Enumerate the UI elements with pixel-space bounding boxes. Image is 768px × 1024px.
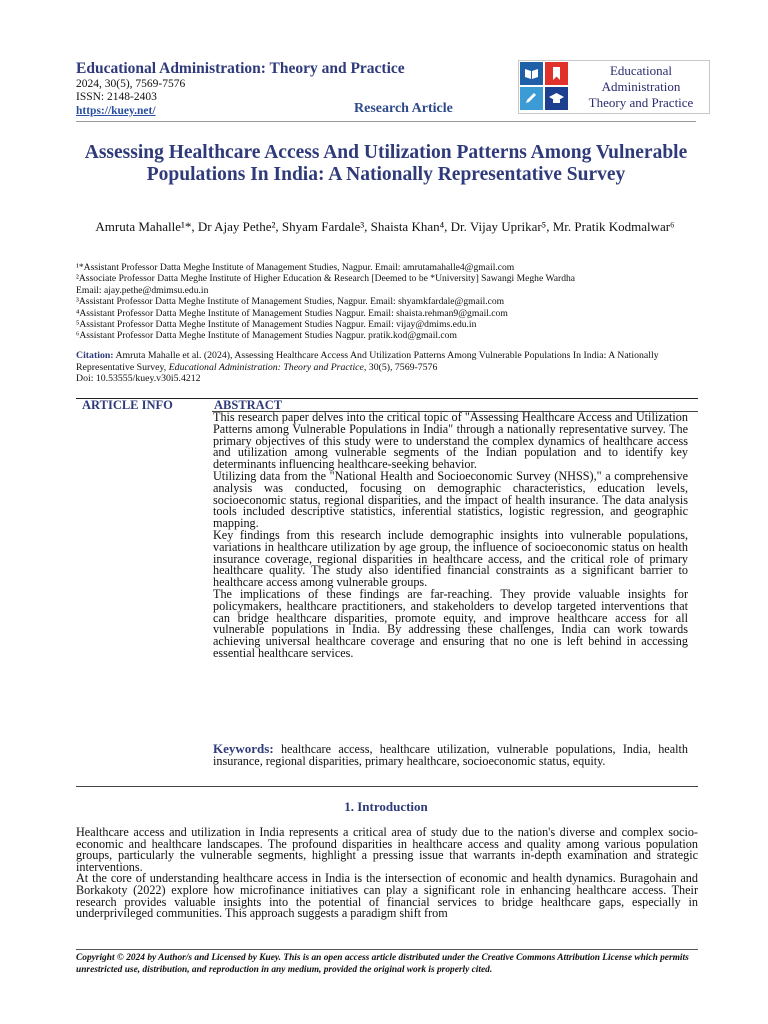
affiliation-item: ⁴Assistant Professor Datta Meghe Institute of Management Studies Nagpur. Email: shaista.rehman9@gmail.com bbox=[76, 307, 508, 319]
keywords-text: healthcare access, healthcare utilization, vulnerable populations, India, health insurance, regional disparities, primary healthcare, socioeconomic status, equity. bbox=[213, 742, 688, 768]
paper-title: Assessing Healthcare Access And Utilization Patterns Among Vulnerable Populations In India: A Nationally Representative Survey bbox=[84, 142, 688, 185]
abstract-paragraph: Key findings from this research include demographic insights into vulnerable populations, variations in healthcare utilization by age group, the influence of socioeconomic status on health insurance coverage, regional disparities in healthcare access, and the critical role of primary healthcare quality. The study also identified financial constraints as a significant barrier to healthcare access among vulnerable groups. bbox=[213, 527, 688, 590]
logo-line-3: Theory and Practice bbox=[588, 95, 694, 110]
header-divider bbox=[76, 121, 696, 122]
volume-info: 2024, 30(5), 7569-7576 bbox=[76, 78, 186, 90]
abstract-paragraph: The implications of these findings are far-reaching. They provide valuable insights for policymakers, healthcare practitioners, and stakeholders to develop targeted interventions that can bridge healthcare disparities, promote equity, and improve healthcare access for all vulnerable populations in India. By addressing these challenges, India can work towards achieving universal healthcare coverage and ensuring that no one is left behind in accessing essential healthcare services. bbox=[213, 586, 688, 660]
affiliation-item: Email: ajay.pethe@dmimsu.edu.in bbox=[76, 284, 209, 296]
logo-text bbox=[575, 63, 707, 111]
citation-label: Citation: bbox=[76, 350, 114, 361]
logo-mark bbox=[520, 62, 570, 112]
pencil-icon bbox=[520, 87, 543, 110]
copyright-footer: Copyright © 2024 by Author/s and Licensed by Kuey. This is an open access article distributed under the Creative Commons Attribution License which permits unrestricted use, distribution, and reproduction in any medium, provided the original work is properly cited. bbox=[76, 953, 689, 975]
abstract-paragraph: This research paper delves into the critical topic of "Assessing Healthcare Access and Utilization Patterns among Vulnerable Populations in India" through a nationally representative survey. The primary objectives of this study were to understand the complex dynamics of healthcare access and utilization among vulnerable segments of the Indian population and to identify key determinants influencing healthcare-seeking behavior. bbox=[213, 410, 688, 472]
abstract-table-bottom-rule bbox=[76, 786, 698, 787]
book-icon bbox=[520, 62, 543, 85]
body-paragraph: At the core of understanding healthcare access in India is the intersection of economic and health dynamics. Buragohain and Borkakoty (2022) explore how microfinance initiatives can play a significant role in enhancing healthcare access. Their research provides valuable insights into the potential of financial services to bridge healthcare gaps, especially in underprivileged communities. This approach suggests a paradigm shift from bbox=[76, 871, 698, 921]
affiliation-item: ¹*Assistant Professor Datta Meghe Institute of Management Studies, Nagpur. Email: amrutamahalle4@gmail.com bbox=[76, 262, 515, 273]
affiliation-item: ⁶Assistant Professor Datta Meghe Institute of Management Studies Nagpur. pratik.kod@gmail.com bbox=[76, 330, 457, 342]
article-type: Research Article bbox=[354, 101, 453, 116]
footer-divider bbox=[76, 949, 698, 950]
citation-block bbox=[76, 350, 698, 385]
affiliation-item: ³Assistant Professor Datta Meghe Institute of Management Studies, Nagpur. Email: shyamkfardale@gmail.com bbox=[76, 296, 505, 308]
abstract-paragraph: Utilizing data from the "National Health and Socioeconomic Survey (NHSS)," a comprehensive analysis was conducted, focusing on demographic characteristics, education levels, socioeconomic status, regional disparities, and the impact of health insurance. The data analysis tools included descriptive statistics, inferential statistics, logistic regression, and geographic mapping. bbox=[213, 468, 688, 531]
section-heading-introduction: 1. Introduction bbox=[344, 799, 428, 814]
citation-journal: Educational Administration: Theory and Practice bbox=[168, 361, 364, 373]
citation-tail: , 30(5), 7569-7576 bbox=[363, 361, 438, 373]
keywords bbox=[213, 743, 688, 768]
logo-line-1: Educational bbox=[609, 63, 673, 78]
introduction-body bbox=[76, 827, 698, 920]
affiliations bbox=[76, 262, 696, 342]
graduation-cap-icon bbox=[545, 87, 568, 110]
citation-text: Amruta Mahalle et al. (2024), Assessing Healthcare Access And Utilization Patterns Among Vulnerable Populations In India: A Nationally Representative Survey, bbox=[76, 350, 659, 373]
keywords-label: Keywords: bbox=[213, 741, 274, 756]
author-list: Amruta Mahalle¹*, Dr Ajay Pethe², Shyam Fardale³, Shaista Khan⁴, Dr. Vijay Uprikar⁵, Mr. Pratik Kodmalwar⁶ bbox=[95, 219, 675, 234]
doi: Doi: 10.53555/kuey.v30i5.4212 bbox=[76, 373, 201, 385]
bookmark-icon bbox=[545, 62, 568, 85]
journal-logo bbox=[518, 60, 710, 114]
body-paragraph: Healthcare access and utilization in India represents a critical area of study due to the nation's diverse and complex socio-economic and healthcare landscapes. The profound disparities in healthcare access and quality among various population groups, particularly the vulnerable segments, highlight a pressing issue that warrants in-depth examination and strategic interventions. bbox=[76, 825, 698, 874]
issn: ISSN: 2148-2403 bbox=[76, 91, 157, 103]
abstract-body bbox=[213, 412, 688, 660]
affiliation-item: ²Associate Professor Datta Meghe Institute of Higher Education & Research [Deemed to be *University] Sawangi Meghe Wardha bbox=[76, 273, 576, 285]
abstract-header: ABSTRACT bbox=[214, 398, 283, 412]
affiliation-item: ⁵Assistant Professor Datta Meghe Institute of Management Studies Nagpur. Email: vijay@dmims.edu.in bbox=[76, 319, 477, 331]
article-info-header: ARTICLE INFO bbox=[82, 398, 173, 412]
journal-link[interactable]: https://kuey.net/ bbox=[76, 105, 156, 117]
journal-title: Educational Administration: Theory and Practice bbox=[76, 60, 405, 77]
logo-line-2: Administration bbox=[601, 79, 681, 94]
